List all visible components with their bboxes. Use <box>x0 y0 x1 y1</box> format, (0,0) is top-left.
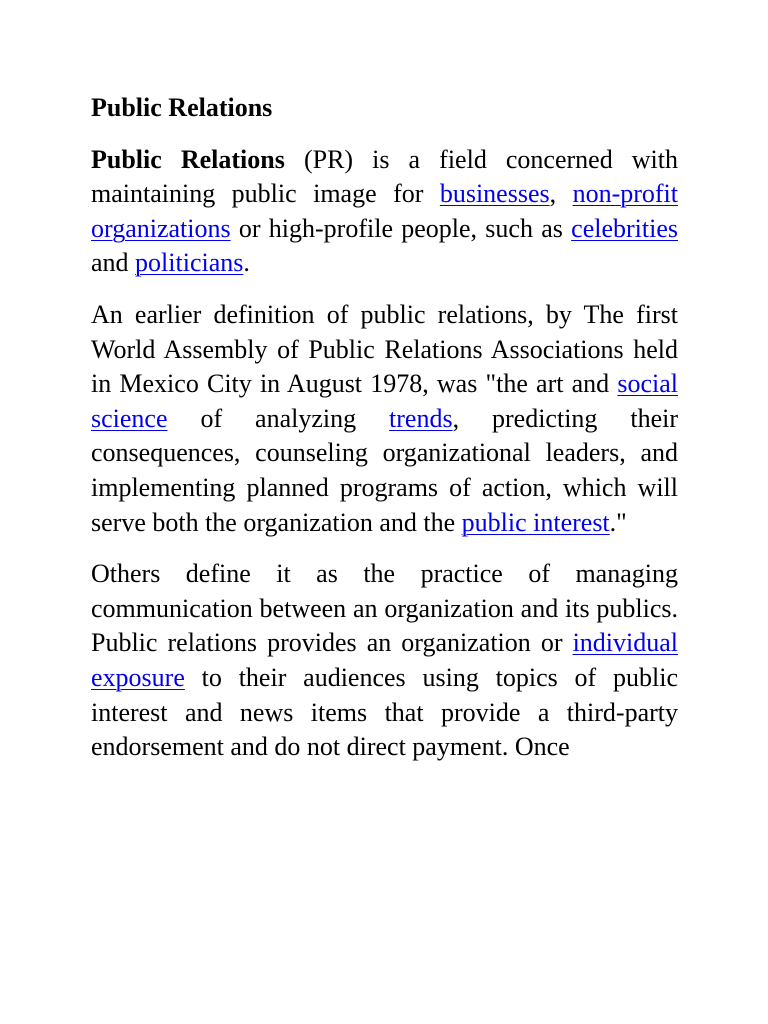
text-run: to their audiences using topics of public interest and news items that provide a third-party endorsement and do not direct payment. Once <box>91 662 678 762</box>
text-run: or high-profile people, such as <box>230 213 572 243</box>
link-trends[interactable]: trends <box>389 403 453 433</box>
link-celebrities[interactable]: celebrities <box>571 213 678 243</box>
text-run: An earlier definition of public relations, by The first World Assembly of Public Relations Associations held in Mexico City in August 1978, was "the art and <box>91 299 678 399</box>
paragraph-definition <box>91 298 678 540</box>
text-run: Others define it as the practice of managing communication between an organization and its publics. Public relations provides an organization or <box>91 559 678 658</box>
paragraph-intro <box>91 143 678 281</box>
lead-term: Public Relations <box>91 144 285 174</box>
link-exposure[interactable]: exposure <box>91 662 185 692</box>
link-individual[interactable]: individual <box>572 628 678 658</box>
link-businesses[interactable]: businesses <box>439 179 550 209</box>
link-politicians[interactable]: politicians <box>135 248 244 278</box>
text-run: . <box>243 248 250 278</box>
text-run: of analyzing <box>167 403 390 433</box>
text-run: , predicting their consequences, counseling organizational leaders, and implementing planned programs of action, which will serve both the organization and the <box>91 403 678 537</box>
document-page <box>91 91 678 782</box>
document-title: Public Relations <box>91 93 273 122</box>
link-public-interest[interactable]: public interest <box>461 507 610 537</box>
link-social-science[interactable]: social science <box>91 369 678 433</box>
text-run: , <box>549 179 573 209</box>
link-non-profit-organizations[interactable]: non-profit organizations <box>91 179 678 243</box>
text-run: (PR) is a field concerned with maintaining public image for <box>91 144 679 209</box>
paragraph-practice <box>91 557 678 765</box>
text-run: ." <box>609 507 627 537</box>
text-run: and <box>91 248 136 278</box>
